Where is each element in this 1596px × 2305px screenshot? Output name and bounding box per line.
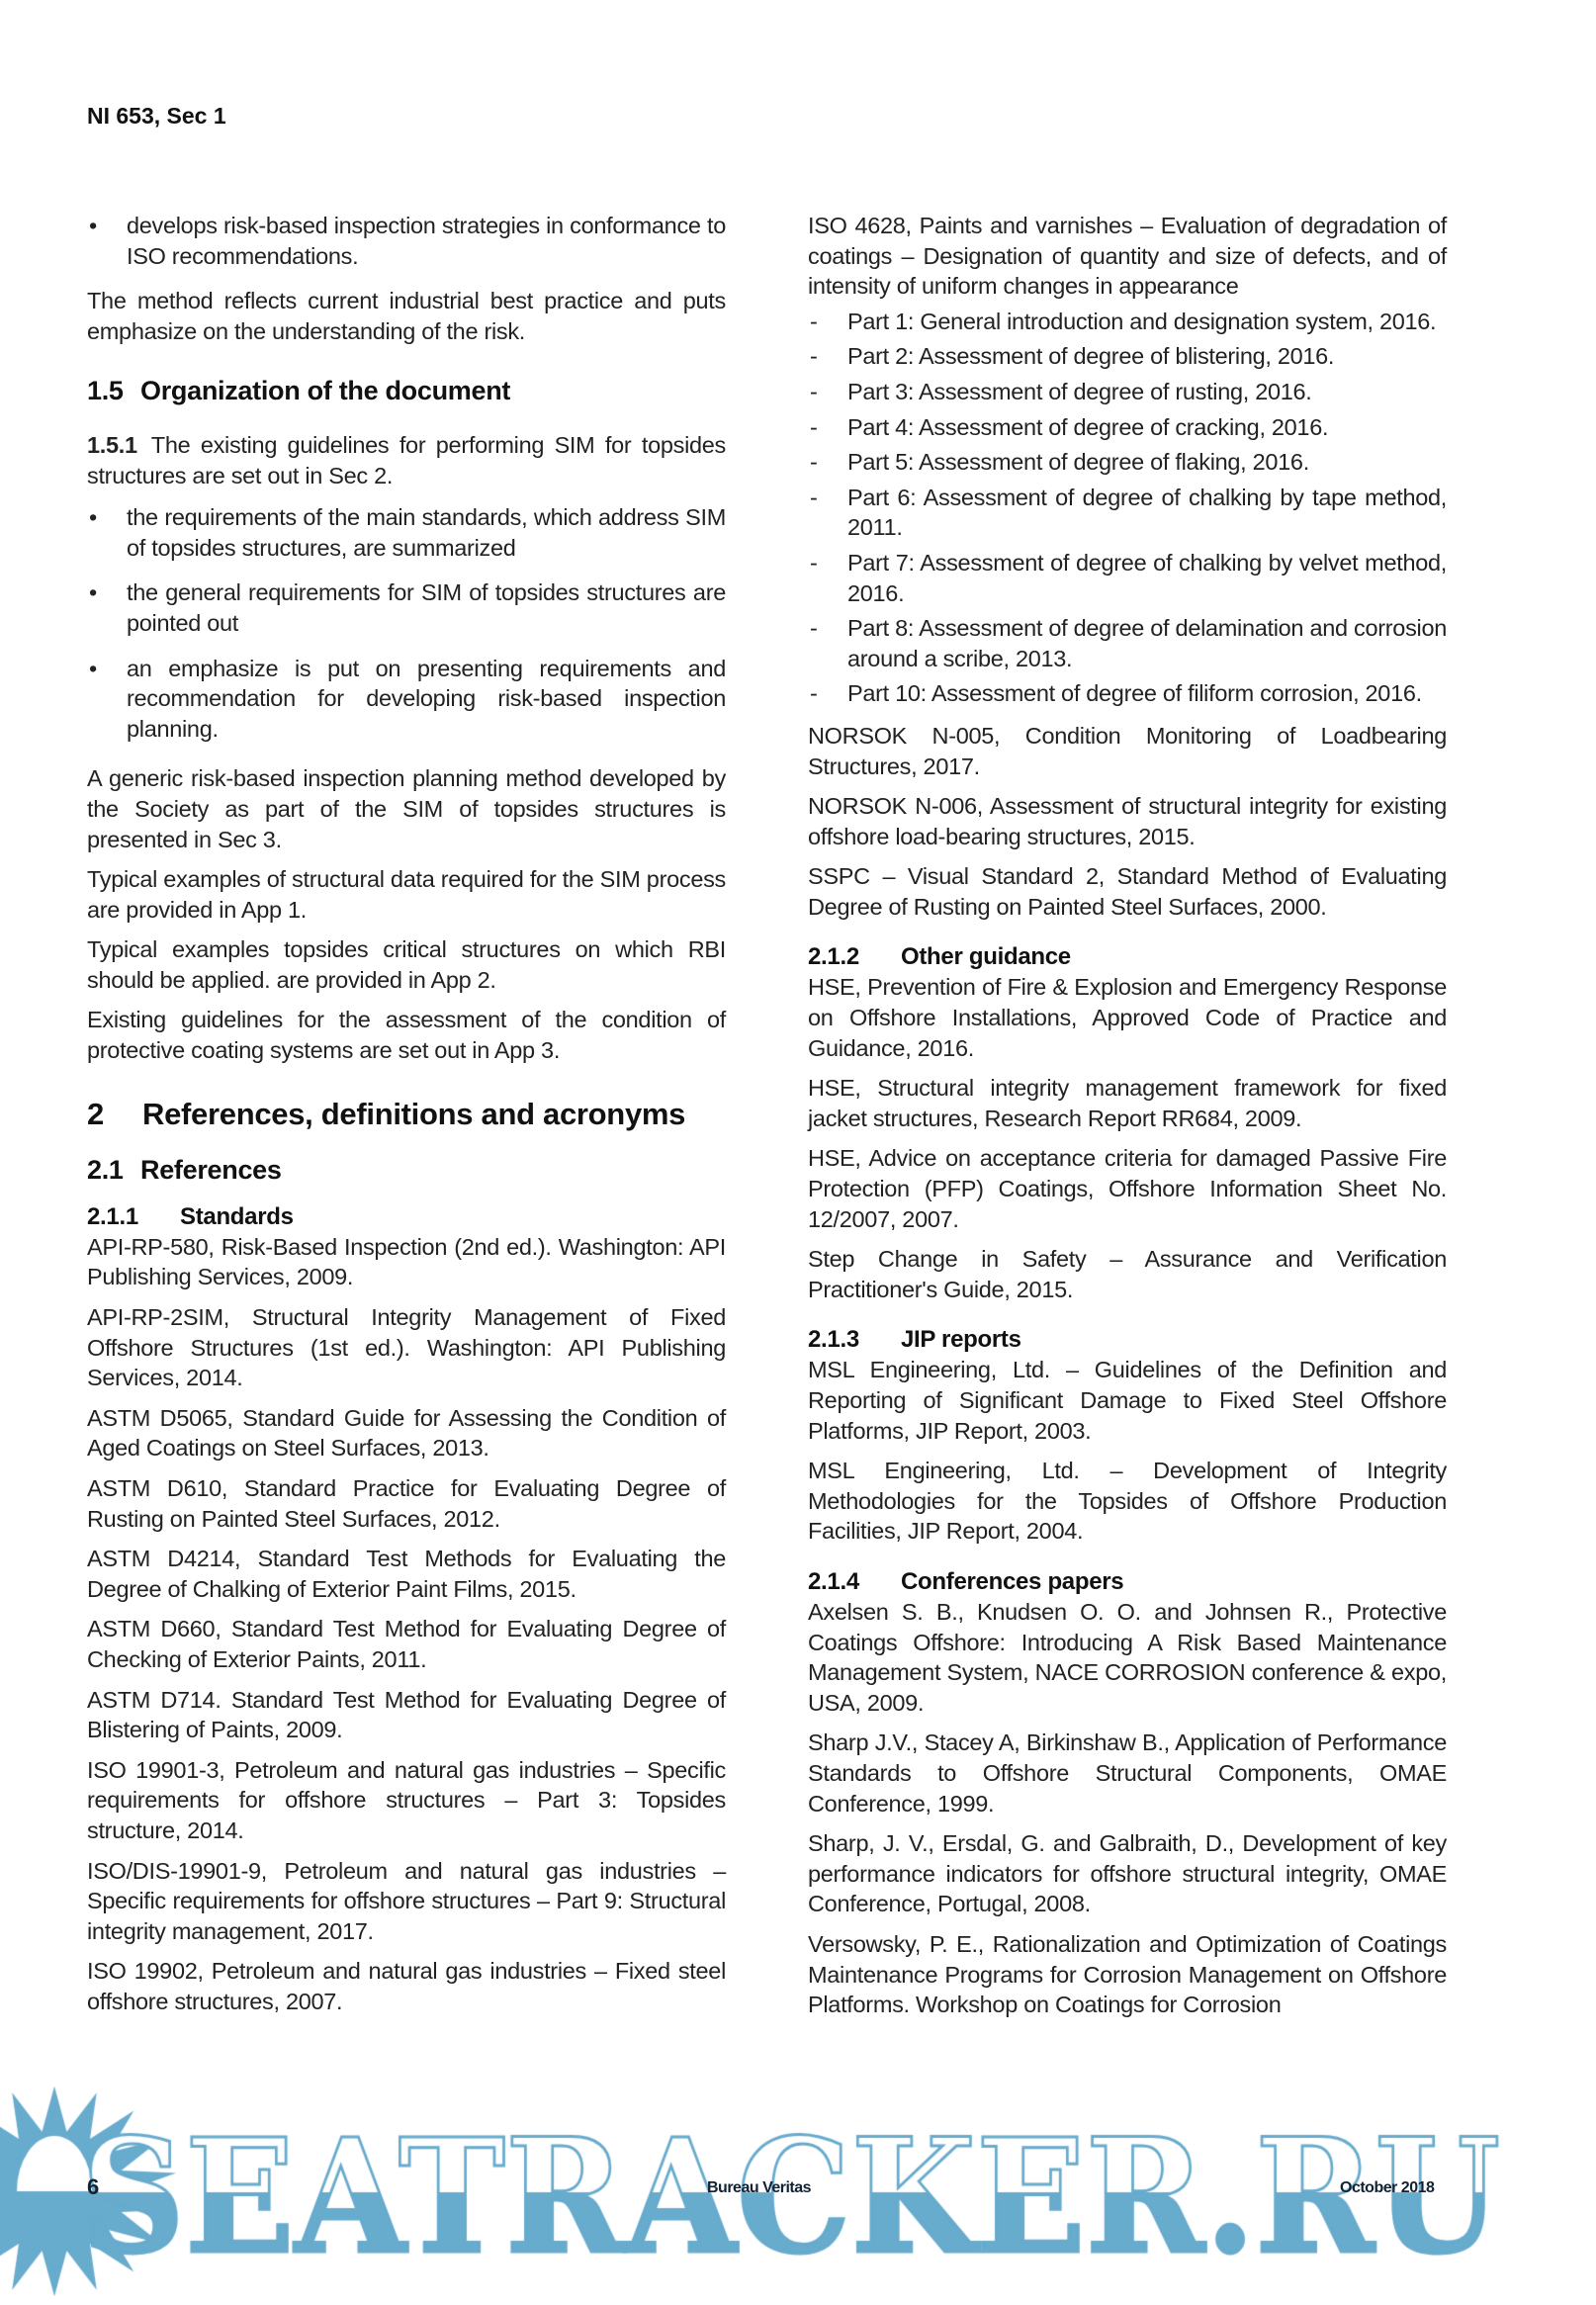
paragraph: A generic risk-based inspection planning method developed by the Society as part of the SIM of topsides structures is presented in Sec 3. <box>87 765 726 852</box>
section-heading-2-1: 2.1 References <box>87 1155 282 1186</box>
part-item: - Part 2: Assessment of degree of blistering, 2016. <box>808 341 1447 372</box>
reference-item: Axelsen S. B., Knudsen O. O. and Johnsen R., Protective Coatings Offshore: Introducing A Risk Based Maintenance Management System, NACE CORROSION conference & expo, USA, 2009. <box>808 1598 1447 1716</box>
bullet-item: • an emphasize is put on presenting requirements and recommendation for developing risk-based inspection planning. <box>87 654 726 745</box>
section-heading-2-1-3: 2.1.3 JIP reports <box>808 1326 1021 1354</box>
reference-item: MSL Engineering, Ltd. – Guidelines of the Definition and Reporting of Significant Damage to Fixed Steel Offshore Platforms, JIP Report, 2003. <box>808 1357 1447 1444</box>
footer-date: October 2018 <box>1340 2179 1435 2196</box>
reference-item: ASTM D714. Standard Test Method for Evaluating Degree of Blistering of Paints, 2009. <box>87 1686 726 1743</box>
section-heading-2-1-4: 2.1.4 Conferences papers <box>808 1567 1124 1595</box>
reference-item: ISO 4628, Paints and varnishes – Evaluation of degradation of coatings – Designation of quantity and size of defects, and of intensity of uniform changes in appearance <box>808 213 1447 300</box>
part-item: - Part 7: Assessment of degree of chalking by velvet method, 2016. <box>808 548 1447 608</box>
section-heading-1-5: 1.5 Organization of the document <box>87 376 511 406</box>
reference-item: ASTM D5065, Standard Guide for Assessing the Condition of Aged Coatings on Steel Surfaces, 2013. <box>87 1404 726 1462</box>
section-heading-2-1-1: 2.1.1 Standards <box>87 1202 294 1230</box>
left-column <box>87 211 726 2017</box>
paragraph: The method reflects current industrial best practice and puts emphasize on the understanding of the risk. <box>87 288 726 344</box>
reference-item: ISO 19902, Petroleum and natural gas industries – Fixed steel offshore structures, 2007. <box>87 1958 726 2014</box>
reference-item: Versowsky, P. E., Rationalization and Optimization of Coatings Maintenance Programs for Corrosion Management on Offshore Platforms. Workshop on Coatings for Corrosion <box>808 1930 1447 2018</box>
section-heading-2-1-2: 2.1.2 Other guidance <box>808 943 1071 971</box>
part-item: - Part 10: Assessment of degree of filiform corrosion, 2016. <box>808 678 1447 709</box>
reference-item: Sharp J.V., Stacey A, Birkinshaw B., Application of Performance Standards to Offshore Structural Components, OMAE Conference, 1999. <box>808 1729 1447 1817</box>
reference-item: NORSOK N-006, Assessment of structural integrity for existing offshore load-bearing structures, 2015. <box>808 793 1447 849</box>
section-heading-2: 2 References, definitions and acronyms <box>87 1096 686 1131</box>
paragraph: Typical examples topsides critical structures on which RBI should be applied. are provided in App 2. <box>87 936 726 993</box>
reference-item: API-RP-2SIM, Structural Integrity Management of Fixed Offshore Structures (1st ed.). Washington: API Publishing Services, 2014. <box>87 1304 726 1391</box>
reference-item: NORSOK N-005, Condition Monitoring of Loadbearing Structures, 2017. <box>808 722 1447 779</box>
paragraph: Existing guidelines for the assessment of the condition of protective coating systems are set out in App 3. <box>87 1007 726 1064</box>
bullet-item: • the requirements of the main standards, which address SIM of topsides structures, are summarized <box>87 502 726 563</box>
reference-item: API-RP-580, Risk-Based Inspection (2nd ed.). Washington: API Publishing Services, 2009. <box>87 1233 726 1290</box>
part-item: - Part 6: Assessment of degree of chalking by tape method, 2011. <box>808 483 1447 543</box>
page-number: 6 <box>87 2174 100 2199</box>
running-header: NI 653, Sec 1 <box>87 103 226 129</box>
reference-item: Step Change in Safety – Assurance and Verification Practitioner's Guide, 2015. <box>808 1246 1447 1302</box>
bullet-item: • the general requirements for SIM of topsides structures are pointed out <box>87 577 726 638</box>
standards-list <box>87 1232 726 2017</box>
part-item: - Part 5: Assessment of degree of flaking, 2016. <box>808 447 1447 478</box>
reference-item: MSL Engineering, Ltd. – Development of Integrity Methodologies for the Topsides of Offshore Production Facilities, JIP Report, 2004. <box>808 1458 1447 1545</box>
part-item: - Part 8: Assessment of degree of delamination and corrosion around a scribe, 2013. <box>808 613 1447 673</box>
reference-item: ASTM D4214, Standard Test Methods for Evaluating the Degree of Chalking of Exterior Paint Films, 2015. <box>87 1546 726 1602</box>
reference-item: ASTM D610, Standard Practice for Evaluating Degree of Rusting on Painted Steel Surfaces, 2012. <box>87 1475 726 1532</box>
part-item: - Part 1: General introduction and designation system, 2016. <box>808 307 1447 337</box>
part-item: - Part 3: Assessment of degree of rusting, 2016. <box>808 377 1447 407</box>
right-column <box>808 211 1447 2020</box>
reference-item: ASTM D660, Standard Test Method for Evaluating Degree of Checking of Exterior Paints, 2011. <box>87 1616 726 1672</box>
reference-item: HSE, Advice on acceptance criteria for damaged Passive Fire Protection (PFP) Coatings, Offshore Information Sheet No. 12/2007, 2007. <box>808 1145 1447 1232</box>
reference-item: HSE, Structural integrity management framework for fixed jacket structures, Research Report RR684, 2009. <box>808 1075 1447 1131</box>
reference-item: Sharp, J. V., Ersdal, G. and Galbraith, D., Development of key performance indicators for offshore structural integrity, OMAE Conference, Portugal, 2008. <box>808 1830 1447 1917</box>
part-item: - Part 4: Assessment of degree of cracking, 2016. <box>808 412 1447 443</box>
paragraph-1-5-1: 1.5.1 The existing guidelines for performing SIM for topsides structures are set out in Sec 2. <box>87 431 726 488</box>
bullet-item: • develops risk-based inspection strategies in conformance to ISO recommendations. <box>87 211 726 271</box>
paragraph: Typical examples of structural data required for the SIM process are provided in App 1. <box>87 866 726 923</box>
footer-publisher: Bureau Veritas <box>707 2179 812 2196</box>
reference-item: ISO/DIS-19901-9, Petroleum and natural gas industries – Specific requirements for offshore structures – Part 9: Structural integrity management, 2017. <box>87 1857 726 1944</box>
reference-item: SSPC – Visual Standard 2, Standard Method of Evaluating Degree of Rusting on Painted Steel Surfaces, 2000. <box>808 863 1447 920</box>
reference-item: ISO 19901-3, Petroleum and natural gas industries – Specific requirements for offshore structures – Part 3: Topsides structure, 2014. <box>87 1756 726 1843</box>
reference-item: HSE, Prevention of Fire & Explosion and Emergency Response on Offshore Installations, Approved Code of Practice and Guidance, 2016. <box>808 974 1447 1061</box>
